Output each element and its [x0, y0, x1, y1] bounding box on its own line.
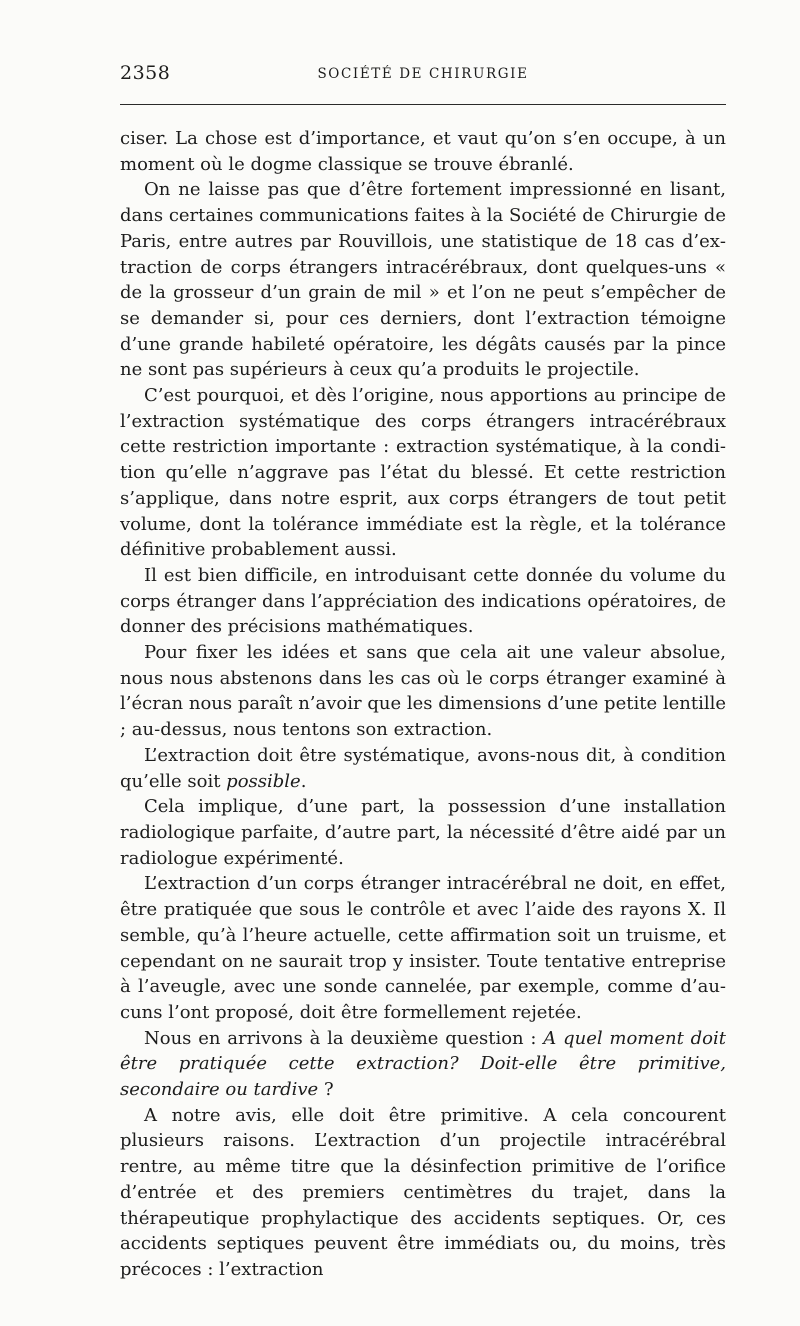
- running-title: SOCIÉTÉ DE CHIRURGIE: [317, 66, 529, 82]
- page-number: 2358: [120, 62, 171, 84]
- italic-emphasis: possible: [226, 770, 301, 792]
- paragraph: Pour fixer les idées et sans que cela ait une valeur absolue, nous nous abstenons dans les cas où le corps étranger examiné à l’écran nous paraît n’avoir que les dimensions d’une petite lentille ; au-dessus, nous tentons son extraction.: [120, 642, 726, 741]
- paragraph-text: ?: [318, 1079, 334, 1101]
- paragraph-continuation: ciser. La chose est d’importance, et vaut qu’on s’en occupe, à un moment où le dogme classique se trouve ébranlé.: [120, 128, 726, 175]
- paragraph: [120, 743, 726, 794]
- paragraph: C’est pourquoi, et dès l’origine, nous apportions au principe de l’extraction systématique des corps étrangers intracérébraux cette restriction importante : extraction systématique, à la condition qu’elle n’aggrave pas l’état du blessé. Et cette restriction s’applique, dans notre esprit, aux corps étrangers de tout petit volume, dont la tolérance immédiate est la règle, et la tolérance définitive probablement aussi.: [120, 385, 726, 561]
- italic-question: A quel moment doit être pratiquée cette extraction? Doit-elle être primitive, secondaire ou tardive: [120, 1027, 726, 1101]
- paragraph-text: .: [300, 770, 307, 792]
- body-text: [120, 126, 726, 1283]
- paragraph-text: L’extraction doit être systématique, avons-nous dit, à condition qu’elle soit: [120, 744, 726, 792]
- paragraph: Il est bien difficile, en introduisant cette donnée du volume du corps étranger dans l’appréciation des indications opératoires, de donner des précisions mathématiques.: [120, 564, 726, 638]
- header-rule: [120, 104, 726, 105]
- paragraph: [120, 1026, 726, 1103]
- paragraph: A notre avis, elle doit être primitive. A cela concourent plusieurs raisons. L’extraction d’un projectile intracérébral rentre, au même titre que la désinfection primitive de l’orifice d’entrée et des premiers centimètres du trajet, dans la thérapeutique prophylactique des accidents septiques. Or, ces accidents septiques peuvent être immédiats ou, du moins, très précoces : l’extraction: [120, 1104, 726, 1280]
- paragraph: On ne laisse pas que d’être fortement impressionné en lisant, dans certaines communications faites à la Société de Chirurgie de Paris, entre autres par Rouvillois, une statistique de 18 cas d’extraction de corps étrangers intracérébraux, dont quelques-uns « de la grosseur d’un grain de mil » et l’on ne peut s’empêcher de se demander si, pour ces derniers, dont l’extraction témoigne d’une grande habileté opératoire, les dégâts causés par la pince ne sont pas supérieurs à ceux qu’a produits le projectile.: [120, 179, 726, 381]
- paragraph: L’extraction d’un corps étranger intracérébral ne doit, en effet, être pratiquée que sous le contrôle et avec l’aide des rayons X. Il semble, qu’à l’heure actuelle, cette affirmation soit un truisme, et cependant on ne saurait trop y insister. Toute tentative entreprise à l’aveugle, avec une sonde cannelée, par exemple, comme d’aucuns l’ont proposé, doit être formellement rejetée.: [120, 873, 726, 1023]
- paragraph: Cela implique, d’une part, la possession d’une installation radiologique parfaite, d’autre part, la nécessité d’être aidé par un radiologue expérimenté.: [120, 796, 726, 869]
- running-head: [120, 62, 726, 92]
- paragraph-text: Nous en arrivons à la deuxième question :: [144, 1027, 544, 1049]
